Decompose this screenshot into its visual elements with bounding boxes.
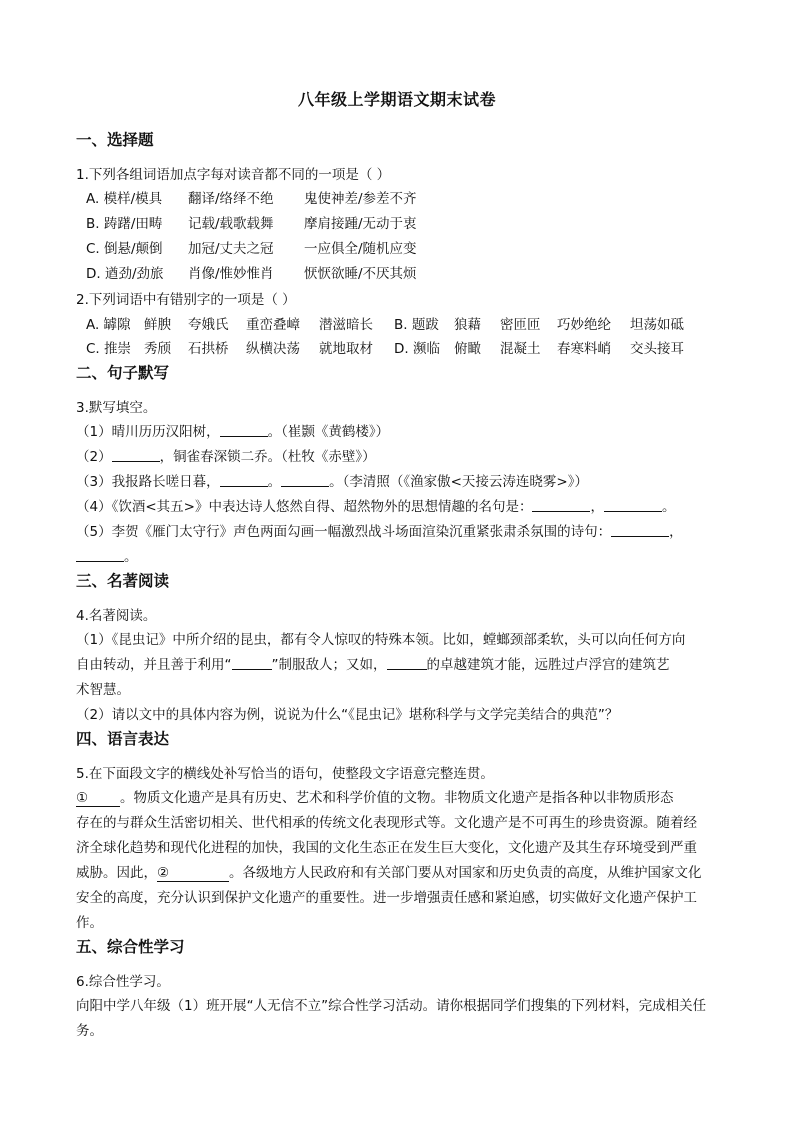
q3-line-1: （1）晴川历历汉阳树， 。（崔颢《黄鹤楼》） — [76, 424, 390, 440]
q2-a-2: 鲜腴 — [144, 317, 171, 333]
q2-c-4: 纵横决荡 — [246, 341, 300, 357]
section-heading-choice: 一、选择题 — [76, 131, 154, 149]
q2-c-1: C. 推崇 — [86, 341, 132, 357]
q4-p1-line-3: 术智慧。 — [76, 682, 130, 698]
q2-d-1: D. 濒临 — [394, 341, 440, 357]
blank-marker-1: ① — [76, 790, 120, 807]
q1-option-c-2: 加冠/丈夫之冠 — [188, 241, 274, 257]
section-heading-expression: 四、语言表达 — [76, 730, 170, 748]
q2-b-4: 巧妙绝纶 — [557, 317, 611, 333]
answer-blank — [387, 656, 427, 670]
q3-line-4: （4）《饮酒<其五>》中表达诗人悠然自得、超然物外的思想情趣的名句是： ， 。 — [76, 499, 676, 515]
q2-d-5: 交头接耳 — [630, 341, 684, 357]
q2-d-2: 俯瞰 — [454, 341, 481, 357]
answer-blank — [604, 498, 662, 512]
q1-stem: 1.下列各组词语加点字每对读音都不同的一项是（ ） — [76, 167, 391, 183]
q4-stem: 4.名著阅读。 — [76, 608, 157, 624]
answer-blank — [220, 423, 268, 437]
section-heading-comprehensive: 五、综合性学习 — [76, 938, 185, 956]
q5-stem: 5.在下面段文字的横线处补写恰当的语句，使整段文字语意完整连贯。 — [76, 766, 494, 782]
q1-option-a-2: 翻译/络绎不绝 — [188, 191, 274, 207]
q3-stem: 3.默写填空。 — [76, 400, 157, 416]
blank-marker-2: ② — [157, 865, 229, 882]
page-title: 八年级上学期语文期末试卷 — [297, 90, 496, 109]
q3-line-5-cont: 。 — [76, 545, 138, 565]
q3-line-3: （3）我报路长嗟日暮， 。 。（李清照（《渔家傲<天接云涛连晓雾>》） — [76, 474, 588, 490]
q1-option-b-1: B. 踌躇/田畴 — [86, 216, 163, 232]
q1-option-a-3: 鬼使神差/参差不齐 — [304, 191, 417, 207]
q3-line-2: （2） ，铜雀春深锁二乔。（杜牧《赤壁》） — [76, 449, 376, 465]
q1-option-d-2: 肖像/惟妙惟肖 — [188, 266, 274, 282]
q6-line-1: 向阳中学八年级（1）班开展“人无信不立”综合性学习活动。请你根据同学们搜集的下列材料，完成相关任 — [76, 998, 707, 1014]
q4-p1-line-2: 自由转动，并且善于利用“ ”制服敌人；又如， 的卓越建筑才能，远胜过卢浮宫的建筑艺 — [76, 657, 670, 673]
q2-b-5: 坦荡如砥 — [630, 317, 684, 333]
answer-blank — [532, 498, 590, 512]
q2-stem: 2.下列词语中有错别字的一项是（ ） — [76, 292, 296, 308]
answer-blank — [281, 473, 329, 487]
q5-line-6: 作。 — [76, 915, 103, 931]
q1-option-d-1: D. 遒劲/劲旅 — [86, 266, 164, 282]
q2-c-3: 石拱桥 — [188, 341, 229, 357]
q2-a-4: 重峦叠嶂 — [246, 317, 300, 333]
q3-line-5: （5）李贺《雁门太守行》声色两面勾画一幅激烈战斗场面渲染沉重紧张肃杀氛围的诗句： ， — [76, 524, 683, 540]
q1-option-b-2: 记载/载歌载舞 — [188, 216, 274, 232]
section-heading-dictation: 二、句子默写 — [76, 364, 170, 382]
q5-line-1: ① 。物质文化遗产是具有历史、艺术和科学价值的文物。非物质文化遗产是指各种以非物质形态 — [76, 790, 674, 806]
q2-b-1: B. 题跋 — [394, 317, 439, 333]
q2-c-5: 就地取材 — [319, 341, 373, 357]
q2-d-3: 混凝土 — [500, 341, 541, 357]
q1-option-c-3: 一应俱全/随机应变 — [304, 241, 417, 257]
answer-blank — [611, 523, 669, 537]
q6-stem: 6.综合性学习。 — [76, 974, 170, 990]
q4-p1-line-1: （1）《昆虫记》中所介绍的昆虫，都有令人惊叹的特殊本领。比如，螳螂颈部柔软，头可以向任何方向 — [76, 632, 686, 648]
answer-blank — [232, 656, 272, 670]
q5-line-3: 济全球化趋势和现代化进程的加快，我国的文化生态正在发生巨大变化，文化遗产及其生存环境受到严重 — [76, 840, 697, 856]
q5-line-5: 安全的高度，充分认识到保护文化遗产的重要性。进一步增强责任感和紧迫感，切实做好文化遗产保护工 — [76, 890, 697, 906]
q1-option-d-3: 恹恹欲睡/不厌其烦 — [304, 266, 417, 282]
q5-line-4: 威胁。因此，② 。各级地方人民政府和有关部门要从对国家和历史负责的高度，从维护国家文化 — [76, 865, 702, 881]
q2-b-2: 狼藉 — [454, 317, 481, 333]
q1-option-c-1: C. 倒悬/颠倒 — [86, 241, 163, 257]
q2-a-1: A. 罅隙 — [86, 317, 131, 333]
q4-p2: （2）请以文中的具体内容为例，说说为什么“《昆虫记》堪称科学与文学完美结合的典范”？ — [76, 707, 619, 723]
q1-option-a-1: A. 模样/模具 — [86, 191, 163, 207]
answer-blank — [220, 473, 268, 487]
q2-a-3: 夸娥氏 — [188, 317, 229, 333]
q5-line-2: 存在的与群众生活密切相关、世代相承的传统文化表现形式等。文化遗产是不可再生的珍贵资源。随着经 — [76, 815, 697, 831]
q1-option-b-3: 摩肩接踵/无动于衷 — [304, 216, 417, 232]
q2-d-4: 春寒料峭 — [557, 341, 611, 357]
answer-blank — [76, 548, 124, 562]
section-heading-classics: 三、名著阅读 — [76, 572, 170, 590]
q2-c-2: 秀颀 — [144, 341, 171, 357]
answer-blank — [112, 448, 160, 462]
q2-a-5: 潜滋暗长 — [319, 317, 373, 333]
q6-line-2: 务。 — [76, 1023, 103, 1039]
q2-b-3: 密匝匝 — [500, 317, 541, 333]
